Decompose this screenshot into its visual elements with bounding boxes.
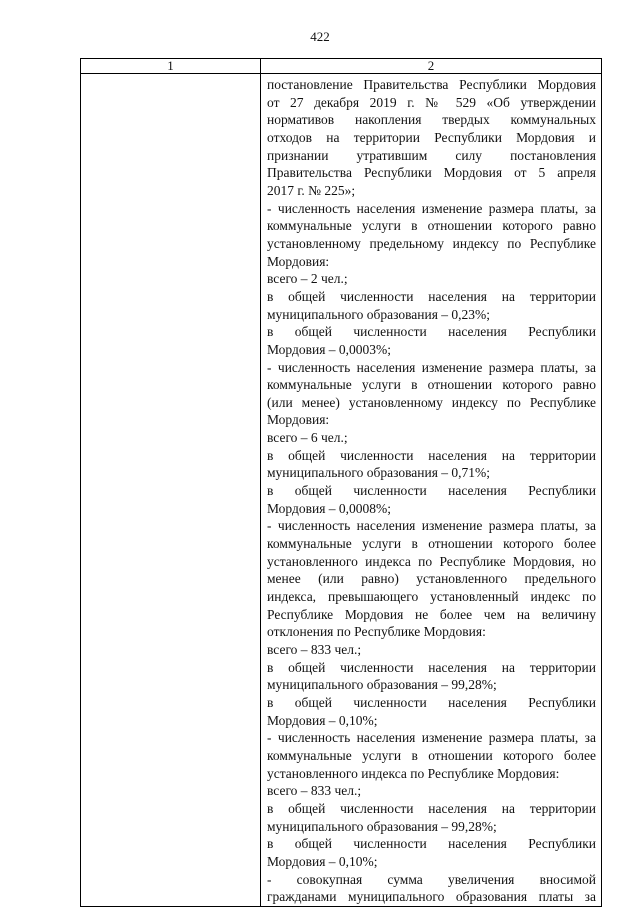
text-line: гражданами муниципального образования платы за bbox=[267, 889, 596, 905]
text-line: Мордовия – 0,10%; bbox=[267, 712, 378, 728]
text-line: отходов на территории Республики Мордовия и bbox=[267, 129, 596, 145]
table-row bbox=[81, 74, 602, 907]
column-header-2: 2 bbox=[261, 59, 602, 74]
column-1-cell bbox=[81, 74, 261, 907]
text-line: в общей численности населения на территории bbox=[267, 800, 596, 816]
text-line: отклонения по Республике Мордовия: bbox=[267, 624, 486, 640]
text-line: менее (или равно) установленного предельного bbox=[267, 571, 596, 587]
text-line: всего – 2 чел.; bbox=[267, 271, 348, 287]
text-line: муниципального образования – 0,23%; bbox=[267, 306, 491, 322]
text-line: установленному предельному индексу по Республике bbox=[267, 235, 596, 251]
text-line: Мордовия – 0,0008%; bbox=[267, 500, 392, 516]
text-line: в общей численности населения Республики bbox=[267, 483, 596, 499]
text-line: в общей численности населения Республики bbox=[267, 324, 596, 340]
text-line: - численность населения изменение размера платы, за bbox=[267, 200, 596, 216]
text-line: муниципального образования – 0,71%; bbox=[267, 465, 491, 481]
text-line: установленного индекса по Республике Мордовия: bbox=[267, 765, 560, 781]
page-number: 422 bbox=[310, 29, 330, 44]
text-line: Правительства Республики Мордовия от 5 апреля bbox=[267, 165, 596, 181]
text-line: индекса, превышающего установленный индекс по bbox=[267, 589, 596, 605]
text-line: Мордовия – 0,10%; bbox=[267, 853, 378, 869]
text-line: признании утратившим силу постановления bbox=[267, 147, 596, 163]
text-line: от 27 декабря 2019 г. № 529 «Об утверждении bbox=[267, 94, 596, 110]
text-line: коммунальные услуги в отношении которого более bbox=[267, 536, 596, 552]
table-header-row bbox=[81, 59, 602, 74]
text-line: - численность населения изменение размера платы, за bbox=[267, 730, 596, 746]
column-2-cell bbox=[261, 74, 602, 907]
text-line: нормативов накопления твердых коммунальных bbox=[267, 112, 596, 128]
text-line: муниципального образования – 99,28%; bbox=[267, 818, 497, 834]
text-line: муниципального образования – 99,28%; bbox=[267, 677, 497, 693]
text-line: - совокупная сумма увеличения вносимой bbox=[267, 871, 596, 887]
text-line: коммунальные услуги в отношении которого равно bbox=[267, 377, 596, 393]
text-line: всего – 833 чел.; bbox=[267, 783, 362, 799]
text-line: - численность населения изменение размера платы, за bbox=[267, 359, 596, 375]
text-line: в общей численности населения Республики bbox=[267, 836, 596, 852]
column-header-1: 1 bbox=[81, 59, 261, 74]
text-line: 2017 г. № 225»; bbox=[267, 182, 356, 198]
column-2-text bbox=[261, 74, 601, 906]
text-line: Мордовия: bbox=[267, 412, 330, 428]
text-line: (или менее) установленному индексу по Республике bbox=[267, 394, 596, 410]
text-line: Республике Мордовия не более чем на величину bbox=[267, 606, 596, 622]
document-table bbox=[80, 58, 602, 907]
text-line: всего – 833 чел.; bbox=[267, 642, 362, 657]
text-line: коммунальные услуги в отношении которого более bbox=[267, 747, 596, 763]
text-line: в общей численности населения Республики bbox=[267, 694, 596, 710]
text-line: Мордовия: bbox=[267, 253, 330, 269]
text-line: всего – 6 чел.; bbox=[267, 430, 348, 446]
text-line: постановление Правительства Республики Мордовия bbox=[267, 77, 596, 92]
text-line: Мордовия – 0,0003%; bbox=[267, 341, 392, 357]
text-line: в общей численности населения на территории bbox=[267, 659, 596, 675]
text-line: - численность населения изменение размера платы, за bbox=[267, 518, 596, 534]
text-line: коммунальные услуги в отношении которого равно bbox=[267, 218, 596, 234]
text-line: установленного индекса по Республике Мордовия, но bbox=[267, 553, 596, 569]
text-line: в общей численности населения на территории bbox=[267, 288, 596, 304]
text-line: в общей численности населения на территории bbox=[267, 447, 596, 463]
